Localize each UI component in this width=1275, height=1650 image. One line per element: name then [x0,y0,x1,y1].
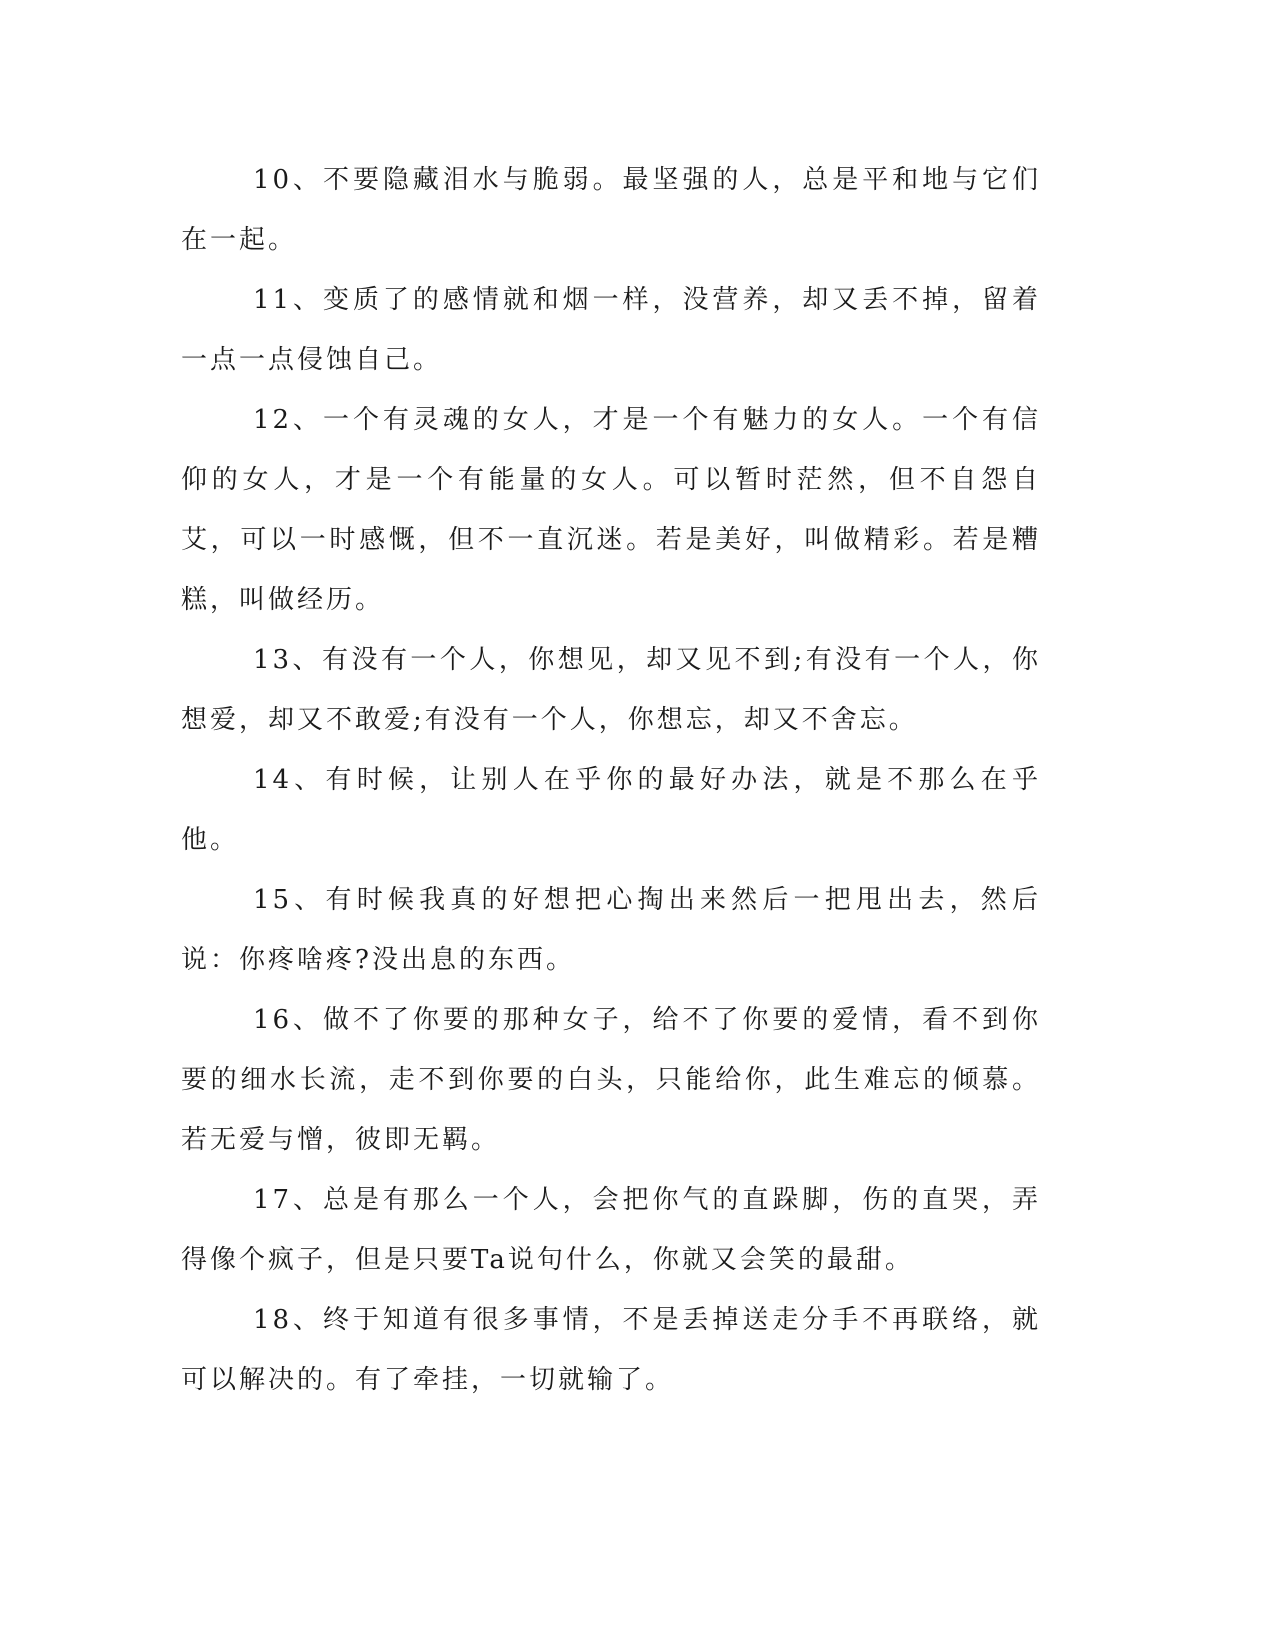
paragraph-12: 12、一个有灵魂的女人，才是一个有魅力的女人。一个有信仰的女人，才是一个有能量的女人。可以暂时茫然，但不自怨自艾，可以一时感慨，但不一直沉迷。若是美好，叫做精彩。若是糟糕，叫做经历。 [181,405,1041,615]
paragraph-17: 17、总是有那么一个人，会把你气的直跺脚，伤的直哭，弄得像个疯子，但是只要Ta说句什么，你就又会笑的最甜。 [181,1185,1041,1275]
paragraph-11: 11、变质了的感情就和烟一样，没营养，却又丢不掉，留着一点一点侵蚀自己。 [181,285,1041,375]
document-body [181,150,1041,1410]
paragraph-10: 10、不要隐藏泪水与脆弱。最坚强的人，总是平和地与它们在一起。 [181,165,1041,255]
paragraph-14: 14、有时候，让别人在乎你的最好办法，就是不那么在乎他。 [181,765,1041,855]
paragraph-16: 16、做不了你要的那种女子，给不了你要的爱情，看不到你要的细水长流，走不到你要的白头，只能给你，此生难忘的倾慕。若无爱与憎，彼即无羁。 [181,1005,1041,1155]
paragraph-18: 18、终于知道有很多事情，不是丢掉送走分手不再联络，就可以解决的。有了牵挂，一切就输了。 [181,1305,1041,1395]
paragraph-15: 15、有时候我真的好想把心掏出来然后一把甩出去，然后说：你疼啥疼?没出息的东西。 [181,885,1041,975]
paragraph-13: 13、有没有一个人，你想见，却又见不到;有没有一个人，你想爱，却又不敢爱;有没有一个人，你想忘，却又不舍忘。 [181,645,1041,735]
